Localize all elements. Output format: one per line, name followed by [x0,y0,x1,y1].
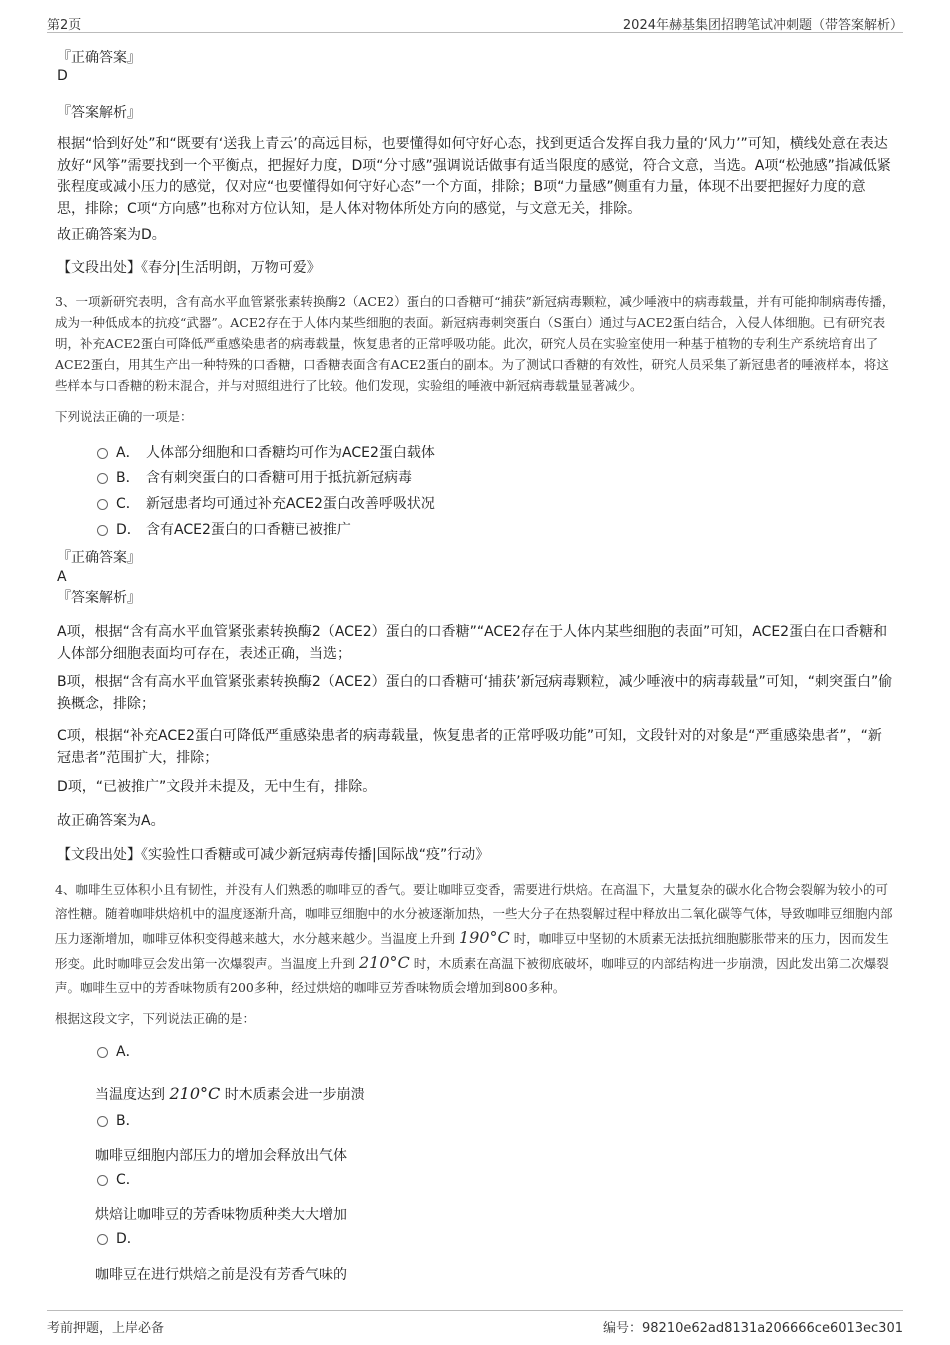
page-header [47,10,903,33]
q3-option-a[interactable]: A． 人体部分细胞和口香糖均可作为ACE2蛋白载体 [97,442,435,464]
q4-option-b-text: 咖啡豆细胞内部压力的增加会释放出气体 [95,1148,347,1164]
page-footer [47,1310,903,1341]
q4-option-a[interactable]: A． [97,1041,140,1063]
radio-icon[interactable] [97,1116,108,1127]
q4-prompt: 根据这段文字，下列说法正确的是： [55,1011,256,1026]
radio-icon[interactable] [97,1047,108,1058]
q3-explain-label: 『答案解析』 [57,590,141,606]
q4-option-b[interactable]: B． [97,1110,140,1132]
q3-option-b[interactable]: B． 含有刺突蛋白的口香糖可用于抵抗新冠病毒 [97,467,412,489]
q4-option-a-text: 当温度达到 210°C 时木质素会进一步崩溃 [95,1084,365,1103]
q3-prompt: 下列说法正确的一项是： [55,409,193,424]
q3-explain-b: B项，根据“含有高水平血管紧张素转换酶2（ACE2）蛋白的口香糖可‘捕获’新冠病毒颗粒，减少唾液中的病毒载量”可知，“刺突蛋白”偷换概念，排除； [57,674,893,712]
q3-explain-d: D项，“已被推广”文段并未提及，无中生有，排除。 [57,779,377,795]
q4-stem: 4、咖啡生豆体积小且有韧性，并没有人们熟悉的咖啡豆的香气。要让咖啡豆变香，需要进行烘焙。在高温下，大量复杂的碳水化合物会裂解为较小的可溶性糖。随着咖啡烘焙机中的温度逐渐升高，咖啡豆细胞中的水分被逐渐加热，一些大分子在热裂解过程中释放出二氧化碳等气体，导致咖啡豆细胞内部压力逐渐增加，咖啡豆体积变得越来越大，水分越来越少。当温度上升到 190°C 时，咖啡豆中坚韧的木质素无法抵抗细胞膨胀带来的压力，因而发生形变。此时咖啡豆会发出第一次爆裂声。当温度上升到 210°C 时，木质素在高温下被彻底破坏，咖啡豆的内部结构进一步崩溃，因此发出第二次爆裂声。咖啡生豆中的芳香味物质有200多种，经过烘焙的咖啡豆芳香味物质会增加到800多种。 [55,882,893,995]
q4-option-d[interactable]: D． [97,1228,141,1250]
q4-option-c[interactable]: C． [97,1169,140,1191]
q3-explain-a: A项，根据“含有高水平血管紧张素转换酶2（ACE2）蛋白的口香糖”“ACE2存在于人体内某些细胞的表面”可知，ACE2蛋白在口香糖和人体部分细胞表面均可存在，表述正确，当选； [57,624,888,662]
q3-answer-label: 『正确答案』 [57,550,141,566]
q2-source: 【文段出处】《春分|生活明朗，万物可爱》 [57,260,321,276]
page-number: 第2页 [47,18,82,33]
q2-answer: D [57,68,68,84]
q2-explanation: 根据“恰到好处”和“既要有‘送我上青云’的高远目标，也要懂得如何守好心态，找到更适合发挥自我力量的‘风力’”可知，横线处意在表达放好“风筝”需要找到一个平衡点，把握好力度，D项“分寸感”强调说话做事有适当限度的感觉，符合文意，当选。A项“松弛感”指减低紧张程度或减小压力的感觉，仅对应“也要懂得如何守好心态”一个方面，排除；B项“力量感”侧重有力量，体现不出要把握好力度的意思，排除；C项“方向感”也称对方位认知，是人体对物体所处方向的感觉，与文意无关，排除。 [57,136,891,217]
radio-icon[interactable] [97,473,108,484]
q3-option-d[interactable]: D． 含有ACE2蛋白的口香糖已被推广 [97,519,351,541]
temperature-190: 190°C [459,928,510,947]
document-title: 2024年赫基集团招聘笔试冲刺题（带答案解析） [622,18,903,33]
q2-explain-label: 『答案解析』 [57,105,141,121]
q3-explain-c: C项，根据“补充ACE2蛋白可降低严重感染患者的病毒载量，恢复患者的正常呼吸功能”可知，文段针对的对象是“严重感染患者”，“新冠患者”范围扩大，排除； [57,728,882,766]
q4-option-c-text: 烘焙让咖啡豆的芳香味物质种类大大增加 [95,1207,347,1223]
q3-stem: 3、一项新研究表明，含有高水平血管紧张素转换酶2（ACE2）蛋白的口香糖可“捕获”新冠病毒颗粒，减少唾液中的病毒载量，并有可能抑制病毒传播，成为一种低成本的抗疫“武器”。ACE2存在于人体内某些细胞的表面。新冠病毒刺突蛋白（S蛋白）通过与ACE2蛋白结合，入侵人体细胞。已有研究表明，补充ACE2蛋白可降低严重感染患者的病毒载量，恢复患者的正常呼吸功能。此次，研究人员在实验室使用一种基于植物的专利生产系统培育出了ACE2蛋白，用其生产出一种特殊的口香糖，口香糖表面含有ACE2蛋白的副本。为了测试口香糖的有效性，研究人员采集了新冠患者的唾液样本，将这些样本与口香糖的粉末混合，并与对照组进行了比较。他们发现，实验组的唾液中新冠病毒载量显著减少。 [55,294,895,393]
q3-option-c[interactable]: C． 新冠患者均可通过补充ACE2蛋白改善呼吸状况 [97,493,435,515]
q2-conclusion: 故正确答案为D。 [57,227,166,243]
radio-icon[interactable] [97,525,108,536]
temperature-210: 210°C [359,953,410,972]
q3-source: 【文段出处】《实验性口香糖或可减少新冠病毒传播|国际战“疫”行动》 [57,847,490,863]
radio-icon[interactable] [97,448,108,459]
q3-conclusion: 故正确答案为A。 [57,813,165,829]
footer-slogan: 考前押题，上岸必备 [47,1321,165,1336]
radio-icon[interactable] [97,1175,108,1186]
q3-answer: A [57,569,67,585]
radio-icon[interactable] [97,499,108,510]
radio-icon[interactable] [97,1234,108,1245]
q4-option-d-text: 咖啡豆在进行烘焙之前是没有芳香气味的 [95,1267,347,1283]
q2-answer-label: 『正确答案』 [57,50,141,66]
document-id: 编号：98210e62ad8131a206666ce6013ec301 [603,1321,903,1336]
